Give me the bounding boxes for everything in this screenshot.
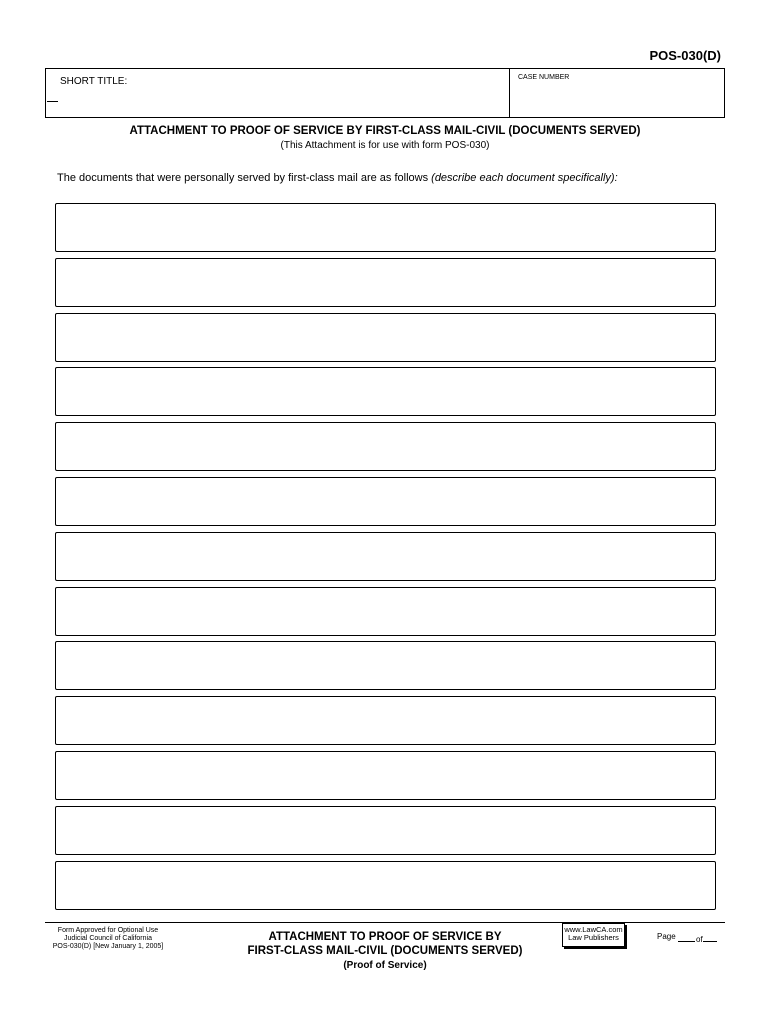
form-subtitle: (This Attachment is for use with form POS-030) — [280, 140, 490, 151]
seal-website: www.LawCA.com — [564, 925, 623, 934]
document-field-2[interactable] — [55, 258, 716, 307]
footer-approval-line: Form Approved for Optional Use — [57, 927, 159, 934]
publisher-seal — [562, 923, 625, 947]
document-field-7[interactable] — [55, 532, 716, 581]
footer-council-line: Judicial Council of California — [64, 935, 152, 942]
document-field-11[interactable] — [55, 751, 716, 800]
case-number-label: CASE NUMBER — [518, 74, 570, 81]
document-field-6[interactable] — [55, 477, 716, 526]
footer-subtitle: (Proof of Service) — [343, 960, 427, 971]
document-field-13[interactable] — [55, 861, 716, 910]
document-field-4[interactable] — [55, 367, 716, 416]
page-label: Page — [657, 932, 676, 941]
page-number-field[interactable] — [678, 941, 695, 942]
document-field-5[interactable] — [55, 422, 716, 471]
header-box — [45, 68, 725, 118]
form-id: POS-030(D) — [649, 48, 721, 63]
intro-italic: (describe each document specifically): — [431, 172, 618, 184]
footer-left-info — [48, 927, 168, 951]
of-label: of — [696, 935, 703, 944]
header-divider — [509, 69, 510, 117]
document-field-1[interactable] — [55, 203, 716, 252]
document-field-10[interactable] — [55, 696, 716, 745]
document-list — [55, 203, 716, 915]
intro-text — [57, 172, 618, 184]
intro-plain: The documents that were personally served by first-class mail are as follows — [57, 172, 432, 184]
footer-title-block — [220, 930, 550, 971]
footer-form-id-line: POS-030(D) [New January 1, 2005] — [52, 943, 164, 950]
seal-publisher: Law Publishers — [568, 933, 619, 942]
document-field-9[interactable] — [55, 641, 716, 690]
page-total-field[interactable] — [703, 941, 717, 942]
document-field-12[interactable] — [55, 806, 716, 855]
short-title-label: SHORT TITLE: — [60, 76, 128, 87]
short-title-field[interactable] — [47, 101, 58, 102]
form-title: ATTACHMENT TO PROOF OF SERVICE BY FIRST-CLASS MAIL-CIVIL (DOCUMENTS SERVED) — [129, 125, 641, 137]
footer-title-line2: FIRST-CLASS MAIL-CIVIL (DOCUMENTS SERVED) — [247, 945, 523, 957]
footer-title-line1: ATTACHMENT TO PROOF OF SERVICE BY — [268, 931, 502, 943]
document-field-3[interactable] — [55, 313, 716, 362]
document-field-8[interactable] — [55, 587, 716, 636]
